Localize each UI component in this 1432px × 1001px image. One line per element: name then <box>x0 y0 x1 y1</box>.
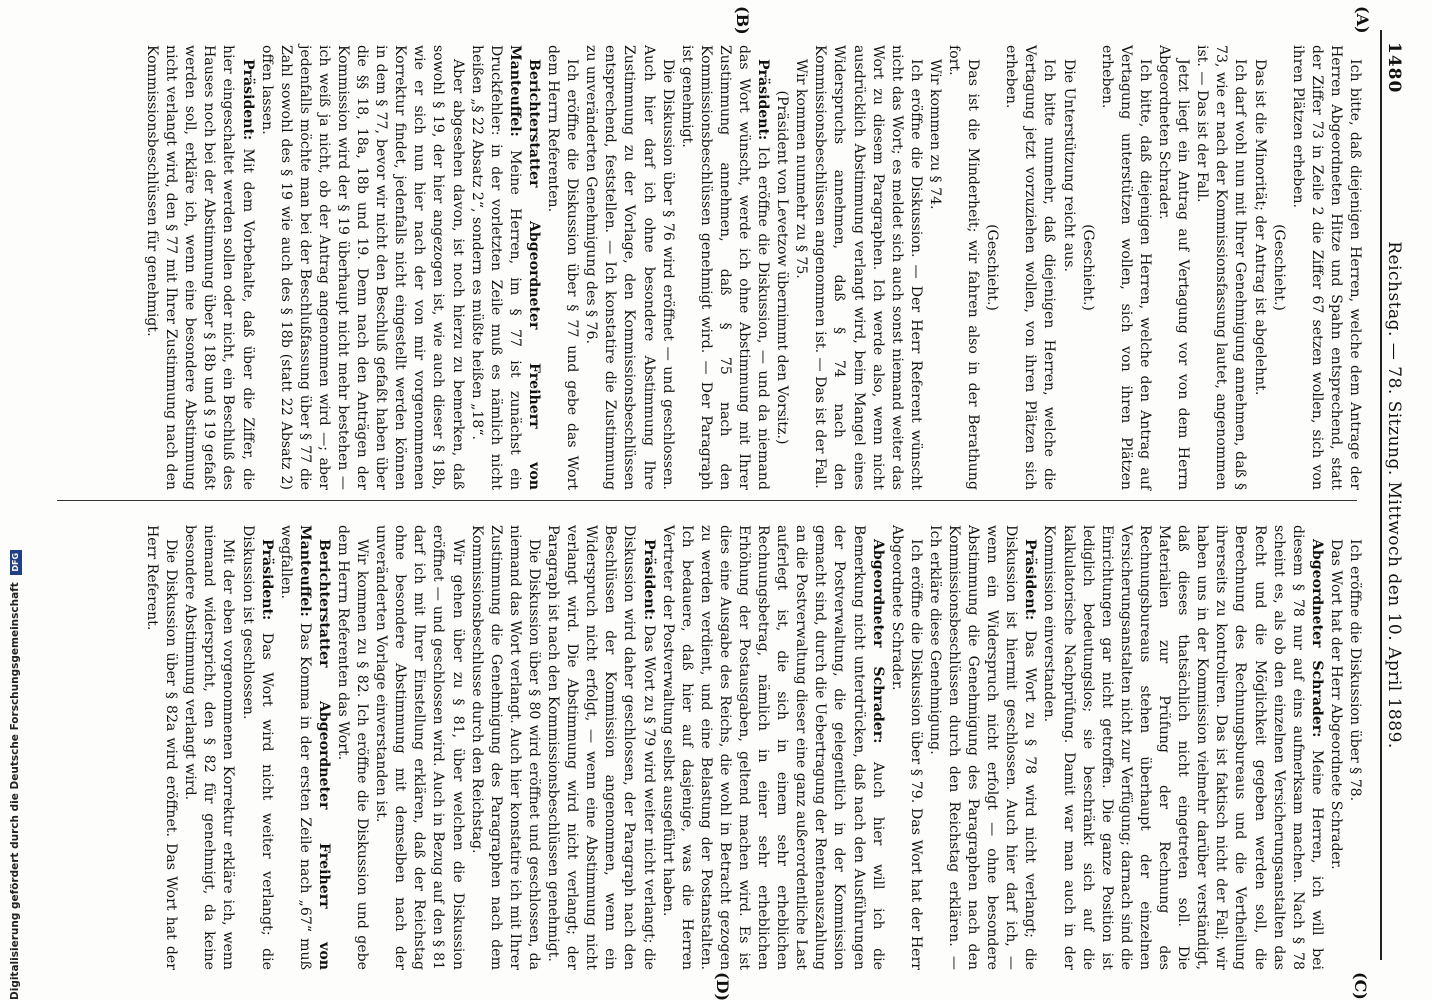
paragraph-text: Das Wort hat der Herr Abgeordnete Schrader. <box>1327 539 1344 870</box>
paragraph <box>1288 45 1364 490</box>
paragraph-text: Ich eröffne die Diskussion über § 78. <box>1347 539 1363 802</box>
paragraph-text: Wir kommen nunmehr zu § 75. <box>793 59 810 279</box>
paragraph-text: Meine Herren, im § 77 ist zunächst ein Druckfehler: in der vorletzten Zeile muß es nämlich nicht heißen „§ 22 Absatz 2“, sondern es müßte heißen „18“. <box>468 45 523 490</box>
paragraph-text: Jetzt liegt ein Antrag auf Vertagung vor von dem Herrn Abgeordneten Schrader. <box>1156 45 1192 490</box>
paragraph <box>142 525 180 970</box>
paragraph <box>1249 45 1268 490</box>
paragraph-text: Wir gehen über zu § 81, über welchen die Diskussion eröffnet — und geschlossen wird. Auch in Bezug auf den § 81 darf ich mit Ihrer Einstellung erklären, daß der Reichstag ohne besondere Abstimmung mit demselben nach der unveränderten Vorlage einverstanden ist. <box>373 525 466 970</box>
header-title: Reichstag. — 78. Sitzung. Mittwoch den 10. April 1889. <box>1384 241 1404 749</box>
paragraph <box>658 525 887 970</box>
paragraph <box>1039 525 1325 970</box>
paragraph-text: Ich darf wohl nun mit Ihrer Genehmigung annehmen, daß § 73, wie er nach der Kommissionsfassung lautet, angenommen ist. — Das ist der Fall. <box>1194 45 1249 490</box>
paragraph-text: Das Wort wird nicht weiter verlangt; die Diskussion ist geschlossen. <box>239 525 275 970</box>
column-divider <box>57 500 1357 501</box>
paragraph-text: Das Wort zu § 78 wird nicht verlangt; die Diskussion ist hiermit geschlossen. Auch hier darf ich, — wenn ein Widerspruch nicht erfolgt — ohne besondere Abstimmung die Genehmigung des Paragraphen nach den Kommissionsbeschlüssen durch den Reichstag erklären. — Ich erkläre diese Genehmigung. <box>926 525 1039 970</box>
dfg-logo: DFG <box>10 550 22 575</box>
paragraph <box>543 525 658 970</box>
paragraph <box>581 45 676 490</box>
paragraph <box>467 525 543 970</box>
paragraph <box>944 45 982 490</box>
paragraph <box>791 45 810 490</box>
paragraph <box>276 525 333 970</box>
speaker-name: Präsident: <box>640 539 657 621</box>
paragraph <box>1059 45 1078 490</box>
margin-mark-b: (B) <box>733 6 752 35</box>
paragraph <box>982 45 1001 490</box>
speaker-name: Berichterstatter Abgeordneter Freiherr von Manteuffel: <box>506 45 542 490</box>
speaker-name: Präsident: <box>239 59 256 141</box>
paragraph <box>257 45 467 490</box>
speaker-name: Präsident: <box>755 59 772 141</box>
margin-mark-a: (A) <box>1353 6 1372 34</box>
paragraph-text: Das Wort zu § 79 wird weiter nicht verlangt; die Diskussion wird daher geschlossen, der Paragraph nach den Beschlüssen der Kommission angenommen, wenn ein Widerspruch nicht erfolgt, — wenn eine Abstimmung nicht verlangt wird. Die Abstimmung wird nicht verlangt; der Paragraph ist nach den Kommissionsbeschlüssen genehmigt. <box>545 525 657 970</box>
paragraph-text: Meine Herren, ich will bei diesem § 78 nur auf eins aufmerksam machen. Nach § 78 scheint es, als ob den einzelnen Versicherungsanstalten das Recht und die Möglichkeit gegeben werden soll, die Berechnung des Rechnungsbureaus und die Vertheilung ihrerseits zu kontroliren. Das ist faktisch nicht der Fall; wir haben uns in der Kommission vielmehr darüber verständigt, daß dieses thatsächlich nicht eingetreten soll. Die Materialien zur Prüfung der Rechnung des Rechnungsbureaus stehen überhaupt der einzelnen Versicherungsanstalten nicht zur Verfügung; darnach sind die Einrichtungen gar nicht getroffen. Die ganze Position ist lediglich bedeutungslos; sie beschränkt sich auf die kalkulatorische Nachprüfung. Damit war man auch in der Kommission einverstanden. <box>1041 525 1325 970</box>
paragraph <box>1345 525 1364 970</box>
paragraph <box>772 45 791 490</box>
margin-mark-c: (C) <box>1351 972 1370 1000</box>
paragraph <box>333 525 371 970</box>
footer-credit: Digitalisierung gefördert durch die Deutsche Forschungsgemeinschaft <box>9 582 21 1000</box>
paragraph <box>1192 45 1249 490</box>
paragraph <box>887 525 925 970</box>
paragraph-text: Wir kommen zu § 74. <box>926 59 943 210</box>
left-text-column <box>24 45 1364 490</box>
paragraph <box>142 45 257 490</box>
right-text-column <box>24 525 1364 970</box>
speaker-name: Abgeordneter Schrader: <box>869 539 886 744</box>
paragraph-text: (Geschieht.) <box>1079 224 1096 311</box>
paragraph <box>1078 45 1097 490</box>
paragraph-text: Wir kommen zu § 82. Ich eröffne die Diskussion und gebe dem Herrn Referenten das Wort. <box>335 525 371 970</box>
paragraph-text: (Geschieht.) <box>1270 224 1287 311</box>
paragraph-text: Mit dem Vorbehalte, daß über die Ziffer, die hier eingeschaltet werden sollen oder nicht, ein Beschluß des Hauses noch bei der Abstimmung über § 18b und § 19 gefaßt werden soll, erkläre ich, wenn eine besondere Abstimmung nicht verlangt wird, den § 77 mit Ihrer Zustimmung nach den Kommissionsbeschlüssen für genehmigt. <box>144 45 256 490</box>
paragraph-text: Das ist die Minorität; der Antrag ist abgelehnt. <box>1251 59 1268 396</box>
paragraph-text: Die Unterstützung reicht aus. <box>1060 59 1077 272</box>
paragraph <box>677 45 772 490</box>
speaker-name: Präsident: <box>258 539 275 621</box>
header-rule <box>1380 30 1382 960</box>
paragraph <box>925 525 1040 970</box>
paragraph <box>810 45 925 490</box>
digitization-footer <box>2 552 28 1000</box>
speaker-name: Berichterstatter Abgeordneter Freiherr von Manteuffel: <box>296 525 332 970</box>
paragraph <box>1154 45 1192 490</box>
speaker-name: Präsident: <box>1022 539 1039 621</box>
paragraph-text: Das ist die Minderheit; wir fahren also in der Berathung fort. <box>946 45 982 490</box>
paragraph-text: Die Diskussion über § 80 wird eröffnet und geschlossen, da niemand das Wort verlangt. Auch hier konstatire ich mit Ihrer Zustimmung die Genehmigung des Paragraphen nach dem Kommissionsbeschlusse durch den Reichstag. <box>468 525 542 970</box>
paragraph-text: Ich bitte nunmehr, daß diejenigen Herren, welche die Vertagung jetzt vorzuziehen wollen, von ihren Plätzen sich erheben. <box>1003 45 1058 490</box>
paragraph-text: Aber abgesehen davon, ist noch hierzu zu bemerken, daß sowohl § 19, der hier angezogen ist, wie auch dieser § 18b, wie er sich nun hier nach der von mir vorgenommenen Korrektur findet, jedenfalls nicht eingestellt werden können in dem § 77, bevor wir nicht den Beschluß gefaßt haben über die §§ 18, 18a, 18b und 19. Denn nach den Anträgen der Kommission wird der § 19 überhaupt nicht mehr bestehen — ich weiß ja nicht, ob der Antrag angenommen wird —; aber jedenfalls möchte man bei der Beschlußfassung über § 77 die Zahl sowohl des § 19 wie auch des § 18b (statt 22 Absatz 2) offen lassen. <box>258 45 466 490</box>
speaker-name: Abgeordneter Schrader: <box>1308 539 1325 738</box>
paragraph <box>925 45 944 490</box>
paragraph <box>1269 45 1288 490</box>
paragraph-text: Ich bitte, daß diejenigen Herren, welche dem Antrage der Herren Abgeordneten Hitze und Spahn entsprechend, statt der Ziffer 73 in Zeile 2 die Ziffer 67 setzen wollen, sich von ihren Plätzen erheben. <box>1289 45 1363 490</box>
paragraph-text: Ich eröffne die Diskussion über § 79. Das Wort hat der Herr Abgeordnete Schrader. <box>888 525 924 970</box>
paragraph <box>237 525 275 970</box>
page-number: 1480 <box>1384 42 1404 94</box>
paragraph-text: (Geschieht.) <box>984 224 1001 311</box>
paragraph-text: Die Diskussion über § 76 wird eröffnet — und geschlossen. Auch hier darf ich ohne besondere Abstimmung Ihre Zustimmung zu der Vorlage, den Kommissionsbeschlüssen entsprechend, feststellen. — Ich konstatire die Zustimmung zu unveränderten Genehmigung des § 76. <box>583 45 676 490</box>
paragraph <box>1326 525 1345 970</box>
margin-mark-d: (D) <box>713 972 732 1001</box>
paragraph-text: Ich eröffne die Diskussion, — und da niemand das Wort wünscht, werde ich ohne Abstimmung mit Ihrer Zustimmung annehmen, daß § 75 nach den Kommissionsbeschlüssen genehmigt wird. — Der Paragraph ist genehmigt. <box>678 45 772 490</box>
paragraph <box>180 525 237 970</box>
paragraph <box>1001 45 1058 490</box>
paragraph-text: Ich eröffne die Diskussion über § 77 und gebe das Wort dem Herrn Referenten. <box>545 45 581 490</box>
paragraph <box>1097 45 1154 490</box>
paragraph <box>371 525 466 970</box>
paragraph-text: Ich eröffne die Diskussion. — Der Herr Referent wünscht nicht das Wort; es meldet sich auch sonst niemand weiter das Wort zu diesem Paragraphen. Ich werde also, wenn nicht ausdrücklich Abstimmung verlangt wird, beim Mangel eines Widerspruchs annehmen, daß § 74 nach den Kommissionsbeschlüssen angenommen ist. — Das ist der Fall. <box>812 45 924 490</box>
paragraph-text: (Präsident von Levetzow übernimmt den Vorsitz.) <box>774 90 791 445</box>
paragraph-text: Die Diskussion über § 82a wird eröffnet. Das Wort hat der Herr Referent. <box>144 525 180 970</box>
running-header <box>1380 30 1410 960</box>
paragraph-text: Mit der eben vorgenommenen Korrektur erkläre ich, wenn niemand widerspricht, den § 82 für genehmigt, da keine besondere Abstimmung verlangt wird. <box>182 525 237 970</box>
paragraph <box>543 45 581 490</box>
paragraph-text: Das Komma in der ersten Zeile nach „67“ muß wegfallen. <box>277 525 313 970</box>
paragraph-text: Ich bitte, daß diejenigen Herren, welche den Antrag auf Vertagung unterstützen wollen, sich von ihren Plätzen erheben. <box>1098 45 1153 490</box>
paragraph-text: Auch hier will ich die Bemerkung nicht unterdrücken, daß nach den Ausführungen der Postverwaltung, die gelegentlich in der Kommission gemacht sind, durch die Uebertragung der Rentenauszahlung an die Postverwaltung dieser eine ganz außerordentliche Last auferlegt ist, die sich in einem sehr erheblichen Rechnungsbetrag, nämlich in einer sehr erheblichen Erhöhung der Postausgaben, geltend machen wird. Es ist dies eine Ausgabe des Reichs, die wohl in Betracht gezogen zu werden verdient, und eine Belastung der Postanstalten. Ich bedauere, daß hier auf dasjenige, was die Herren Vertreter der Postverwaltung selbst ausgeführt haben. <box>659 525 886 970</box>
paragraph <box>467 45 543 490</box>
